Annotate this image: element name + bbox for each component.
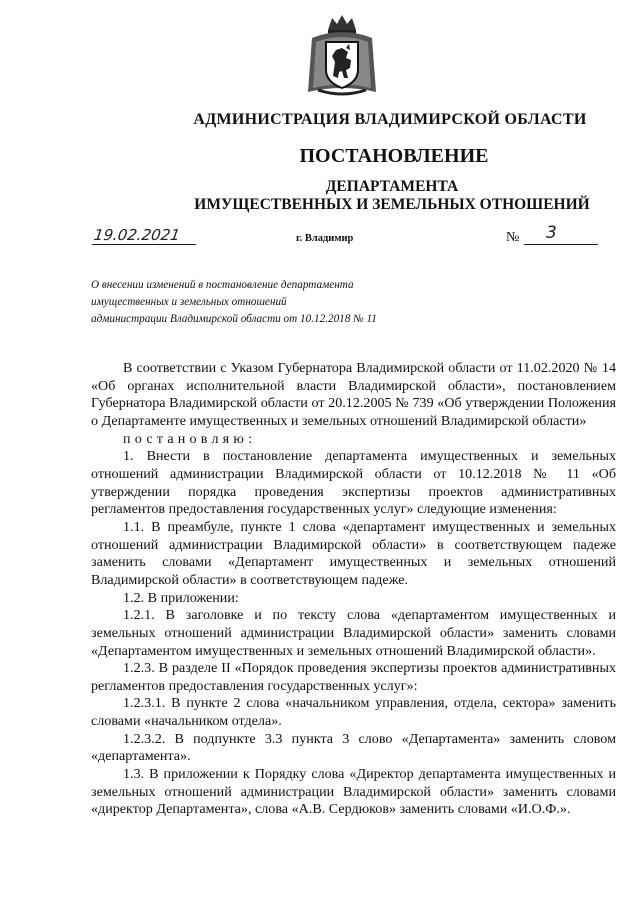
number-underline	[524, 244, 598, 245]
clause-1-2: 1.2. В приложении:	[123, 589, 239, 606]
department-title-line1: ДЕПАРТАМЕНТА	[325, 178, 459, 195]
clause-1-2-3-2: 1.2.3.2. В подпункте 3.3 пункта 3 слово «Департамента» заменить словом «департамента».	[91, 730, 616, 765]
clause-1-3: 1.3. В приложении к Порядку слова «Директор департамента имущественных и земельных отношений администрации Владимирской области» заменить словами «директор Департамента», слова «А.В. Сердюков» заменить словами «И.О.Ф.».	[91, 766, 616, 818]
clause-1-2-3-1: 1.2.3.1. В пункте 2 слова «начальником управления, отдела, сектора» заменить словами «начальником отдела».	[91, 695, 616, 730]
subject-line: администрации Владимирской области от 10.12.2018 № 11	[91, 312, 377, 325]
document-city: г. Владимир	[296, 233, 354, 244]
date-underline	[92, 244, 196, 245]
department-title-line2: ИМУЩЕСТВЕННЫХ И ЗЕМЕЛЬНЫХ ОТНОШЕНИЙ	[194, 196, 590, 213]
clause-1-1: 1.1. В преамбуле, пункте 1 слова «департамент имущественных и земельных отношений администрации Владимирской области» в соответствующем падеже заменить словами «Департамент имущественных и земельных отношений Владимирской области» в соответствующем падеже.	[91, 518, 616, 588]
document-body	[91, 360, 616, 819]
clause-1: 1. Внести в постановление департамента имущественных и земельных отношений администрации Владимирской области от 10.12.2018 № 11 «Об утверждении порядка проведения экспертизы проектов административных регламентов предоставления государственных услуг» следующие изменения:	[91, 448, 616, 518]
resolve-word: постановляю:	[123, 430, 257, 447]
document-number: 3	[546, 223, 557, 243]
subject-line: О внесении изменений в постановление департамента	[91, 279, 354, 291]
clause-1-2-3: 1.2.3. В разделе II «Порядок проведения экспертизы проектов административных регламентов предоставления государственных услуг»:	[91, 660, 616, 694]
number-label: №	[506, 230, 520, 245]
coat-of-arms-icon	[306, 12, 378, 96]
document-subject	[91, 277, 411, 327]
subject-line: имущественных и земельных отношений	[91, 295, 287, 308]
administration-title: АДМИНИСТРАЦИЯ ВЛАДИМИРСКОЙ ОБЛАСТИ	[193, 111, 587, 128]
document-date: 19.02.2021	[92, 226, 182, 244]
preamble-paragraph: В соответствии с Указом Губернатора Владимирской области от 11.02.2020 № 14 «Об органах исполнительной власти Владимирской области», постановлением Губернатора Владимирской области от 20.12.2005 № 739 «Об утверждении Положения о Департаменте имущественных и земельных отношений Владимирской области»	[91, 360, 616, 429]
document-type: ПОСТАНОВЛЕНИЕ	[299, 145, 489, 167]
clause-1-2-1: 1.2.1. В заголовке и по тексту слова «департаментом имущественных и земельных отношений администрации Владимирской области» заменить словами «Департаментом имущественных и земельных отношений Владимирской области».	[91, 607, 616, 659]
